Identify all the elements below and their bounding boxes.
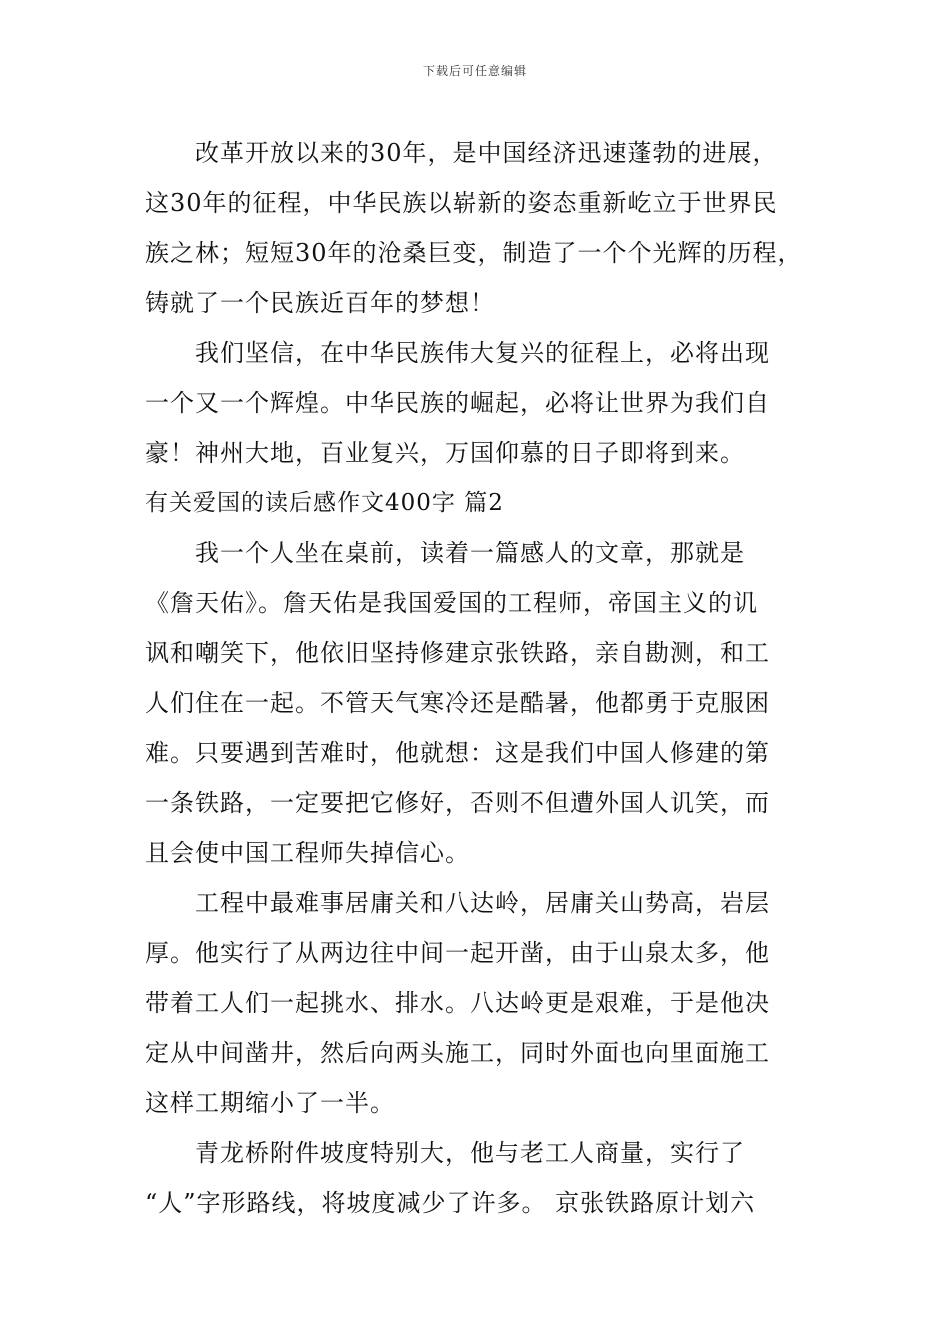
- text-line: 族之林；短短30年的沧桑巨变，制造了一个个光辉的历程，: [145, 239, 803, 267]
- text-line: 带着工人们一起挑水、排水。八达岭更是艰难，于是他决: [145, 989, 770, 1017]
- text-line: 讽和嘲笑下，他依旧坚持修建京张铁路，亲自勘测，和工: [145, 639, 770, 667]
- text-line: 人们住在一起。不管天气寒冷还是酷暑，他都勇于克服困: [145, 689, 770, 717]
- text-line: 一个又一个辉煌。中华民族的崛起，必将让世界为我们自: [145, 389, 770, 417]
- text-line: 工程中最难事居庸关和八达岭，居庸关山势高，岩层: [195, 889, 770, 917]
- page-header: 下载后可任意编辑: [422, 64, 527, 78]
- text-line: 难。只要遇到苦难时，他就想：这是我们中国人修建的第: [145, 739, 770, 767]
- text-line: 这30年的征程，中华民族以崭新的姿态重新屹立于世界民: [145, 189, 778, 217]
- text-line: 且会使中国工程师失掉信心。: [145, 839, 470, 867]
- text-line: 铸就了一个民族近百年的梦想！: [145, 289, 495, 317]
- text-line: 豪！神州大地，百业复兴，万国仰慕的日子即将到来。: [145, 439, 745, 467]
- text-line: 定从中间凿井，然后向两头施工，同时外面也向里面施工: [145, 1039, 770, 1067]
- text-line: 改革开放以来的30年，是中国经济迅速蓬勃的进展，: [195, 139, 778, 167]
- section-heading: 有关爱国的读后感作文400字 篇2: [145, 490, 504, 516]
- text-line: 《詹天佑》。詹天佑是我国爱国的工程师，帝国主义的讥: [145, 589, 758, 617]
- text-line: “人”字形路线，将坡度减少了许多。 京张铁路原计划六: [145, 1189, 756, 1217]
- text-line: 我们坚信，在中华民族伟大复兴的征程上，必将出现: [195, 339, 770, 367]
- text-line: 这样工期缩小了一半。: [145, 1089, 395, 1117]
- text-line: 厚。他实行了从两边往中间一起开凿，由于山泉太多，他: [145, 939, 770, 967]
- text-line: 一条铁路，一定要把它修好，否则不但遭外国人讥笑，而: [145, 789, 770, 817]
- text-line: 青龙桥附件坡度特别大，他与老工人商量，实行了: [195, 1139, 745, 1167]
- text-line: 我一个人坐在桌前，读着一篇感人的文章，那就是: [195, 539, 745, 567]
- document-body: [145, 128, 815, 1228]
